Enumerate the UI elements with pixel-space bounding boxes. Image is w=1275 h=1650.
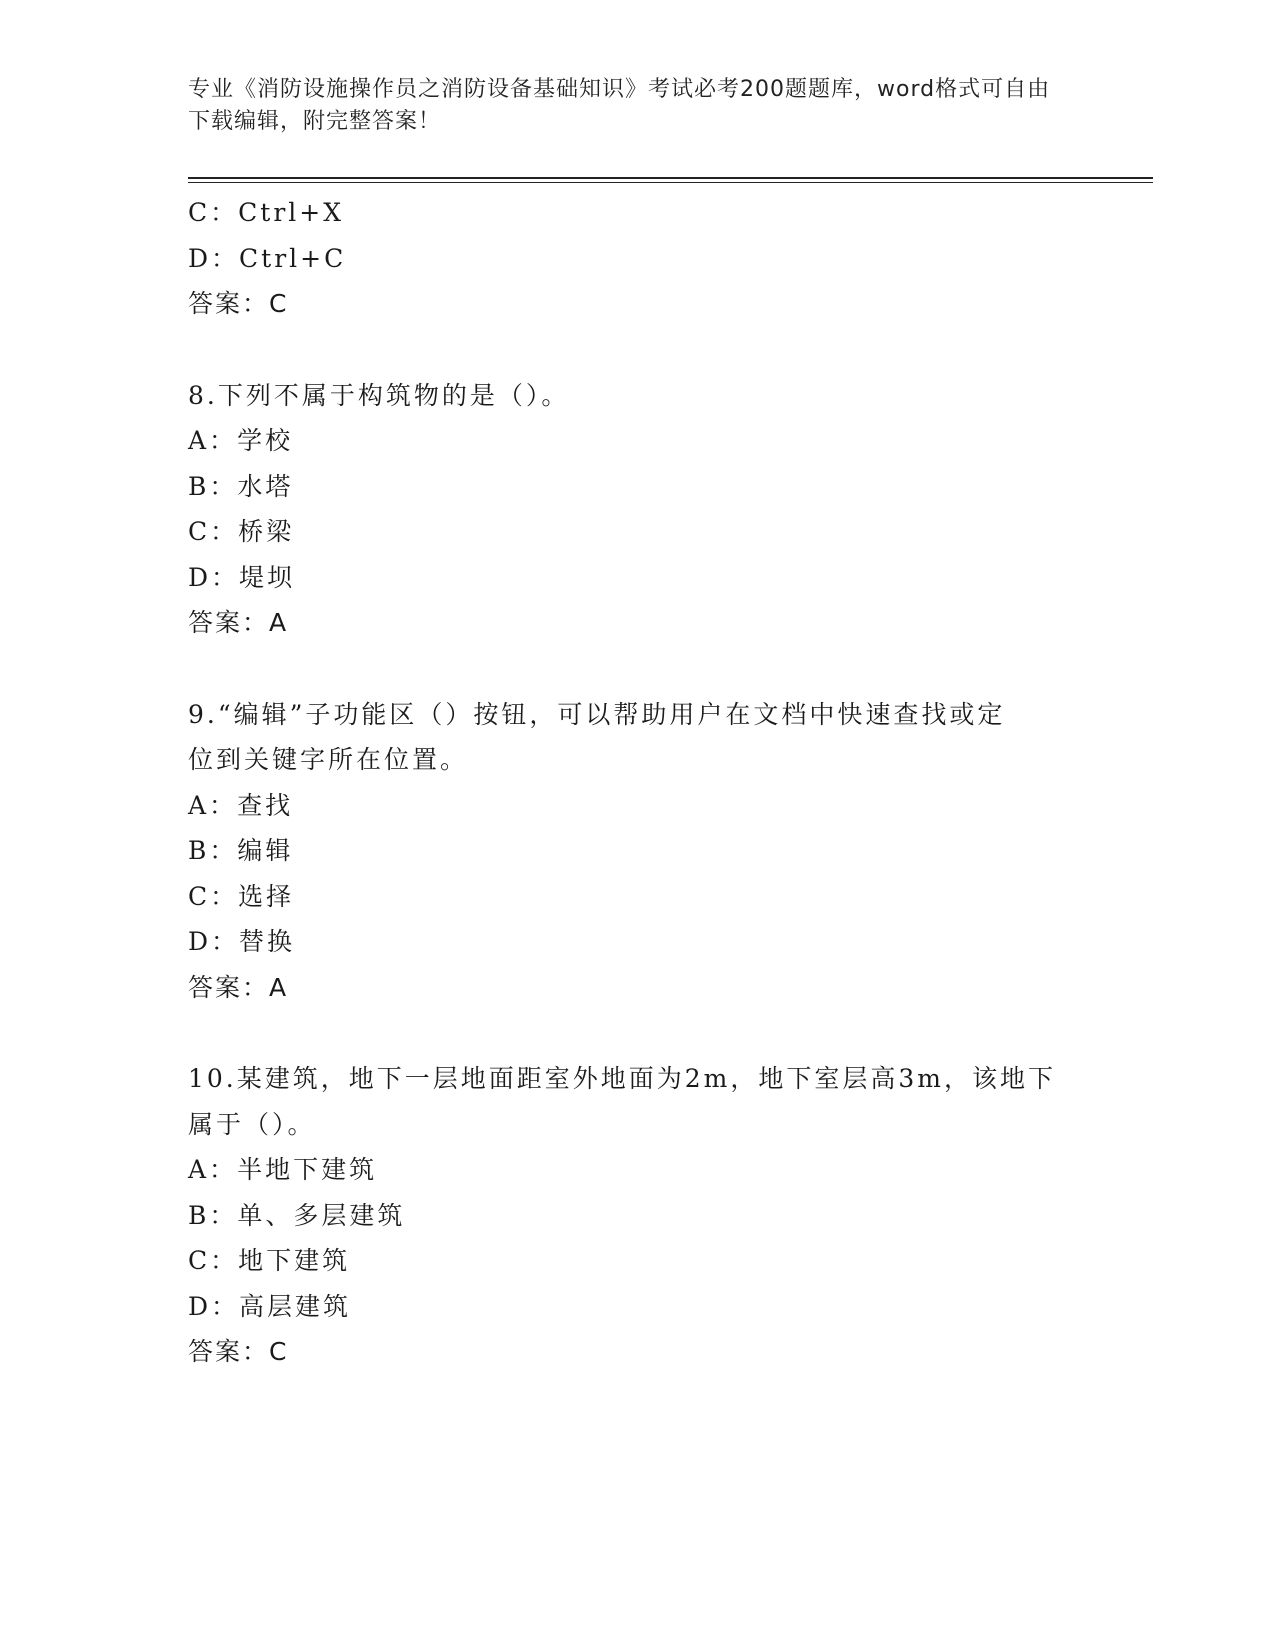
option-text: 查找 xyxy=(237,790,294,820)
option-c xyxy=(188,190,1068,236)
question-content xyxy=(188,190,1068,1375)
option-label: D： xyxy=(188,562,240,592)
option-text: Ctrl+C xyxy=(239,243,347,273)
option-text: 选择 xyxy=(238,881,295,911)
option-d xyxy=(188,236,1068,282)
option-c xyxy=(188,1238,1068,1284)
header-text: 专业《消防设施操作员之消防设备基础知识》考试必考200题题库，word格式可自由下载编辑，附完整答案！ xyxy=(188,77,1051,134)
answer-line: 答案：A xyxy=(188,608,289,637)
option-label: A： xyxy=(188,790,238,820)
answer-line: 答案：C xyxy=(188,1337,289,1366)
option-label: D： xyxy=(188,243,240,273)
option-text: 编辑 xyxy=(237,836,294,865)
option-b xyxy=(188,828,1068,874)
spacer xyxy=(188,1010,1068,1056)
option-label: C： xyxy=(188,881,239,911)
page-header xyxy=(188,74,1068,138)
option-label: D： xyxy=(188,927,240,956)
question-9 xyxy=(188,692,1068,1011)
option-a xyxy=(188,783,1068,829)
option-label: B： xyxy=(188,836,238,865)
option-text: 学校 xyxy=(237,426,294,455)
option-label: D： xyxy=(188,1291,240,1321)
question-stem-line-2: 位到关键字所在位置。 xyxy=(188,745,469,774)
option-text: 高层建筑 xyxy=(239,1291,352,1321)
option-label: C： xyxy=(188,198,239,227)
option-d xyxy=(188,919,1068,965)
question-stem-line-1: 10.某建筑，地下一层地面距室外地面为2m，地下室层高3m，该地下 xyxy=(188,1064,1056,1093)
question-stem-line-1: 9.“编辑”子功能区（）按钮，可以帮助用户在文档中快速查找或定 xyxy=(188,699,1006,729)
option-label: B： xyxy=(188,471,238,501)
option-label: C： xyxy=(188,1246,239,1275)
option-text: 单、多层建筑 xyxy=(237,1200,406,1230)
option-label: B： xyxy=(188,1200,238,1230)
option-text: 堤坝 xyxy=(239,562,296,592)
option-b xyxy=(188,1193,1068,1239)
option-label: C： xyxy=(188,517,239,546)
question-10 xyxy=(188,1056,1068,1375)
option-label: A： xyxy=(188,426,238,455)
option-text: 桥梁 xyxy=(238,517,295,546)
answer-line: 答案：A xyxy=(188,972,289,1002)
option-c xyxy=(188,874,1068,920)
option-text: 水塔 xyxy=(237,471,294,501)
option-b xyxy=(188,464,1068,510)
spacer xyxy=(188,327,1068,373)
option-label: A： xyxy=(188,1155,238,1184)
question-stem-line-2: 属于（）。 xyxy=(188,1109,316,1139)
spacer xyxy=(188,646,1068,692)
option-c xyxy=(188,509,1068,555)
option-d xyxy=(188,1284,1068,1330)
option-a xyxy=(188,418,1068,464)
option-d xyxy=(188,555,1068,601)
header-rule-thick xyxy=(188,177,1153,179)
option-text: 替换 xyxy=(239,927,296,956)
question-stem: 8.下列不属于构筑物的是（）。 xyxy=(188,380,570,410)
question-7-continued xyxy=(188,190,1068,327)
option-a xyxy=(188,1147,1068,1193)
option-text: 半地下建筑 xyxy=(237,1155,378,1184)
option-text: Ctrl+X xyxy=(238,198,345,227)
answer-line: 答案：C xyxy=(188,289,289,318)
option-text: 地下建筑 xyxy=(238,1246,351,1275)
header-rule-thin xyxy=(188,182,1153,183)
question-8 xyxy=(188,373,1068,646)
